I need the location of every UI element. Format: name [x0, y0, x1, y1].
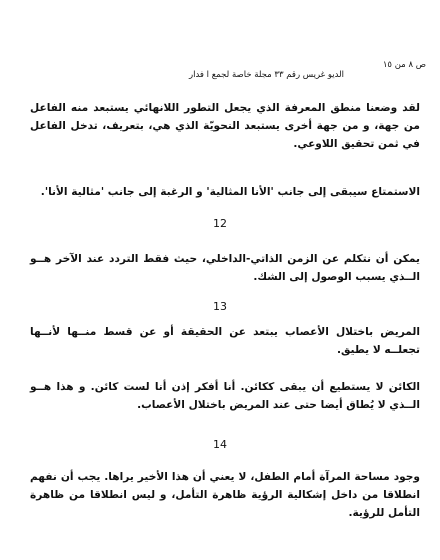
source-header: الديو غريس رقم ٣٣ مجلة خاصة لجمع ا فدار [188, 70, 344, 80]
section-13-being-text: الكائن لا يستطيع أن يبقى ككائن. أنا أفكر إذن أنا لست كائن. و هذا هــو الــذي لا يُطاق أيضا حتى عند المريض باختلال الأعصاب. [30, 381, 420, 411]
section-13-text: المريض باختلال الأعصاب يبتعد عن الحقيقة أو عن قسط منــها لأنــها تجعلــه لا يطيق. [30, 326, 420, 356]
page-number-label: ص ٨ من ١٥ [382, 60, 426, 70]
section-number-14: 14 [213, 438, 227, 451]
section-number-13: 13 [213, 300, 227, 313]
section-14-text: وجود مساحة المرآة أمام الطفل، لا يعني أن هذا الأخير يراها. يجب أن نفهم انطلاقا من داخل إشكالية الرؤية ظاهرة التأمل، و ليس انطلاقا من ظاهرة التأمل للرؤية. [30, 471, 420, 519]
section-12-text: يمكن أن نتكلم عن الزمن الذاتي-الداخلي، حيث فقط التردد عند الآخر هــو الــذي يسبب الوصول إلى الشك. [30, 253, 420, 283]
paragraph-enjoyment: الاستمتاع سيبقى إلى جانب 'الأنا المثالية' و الرغبة إلى جانب 'مثالية الأنا'. [40, 186, 420, 198]
paragraph-intro: لقد وضعنا منطق المعرفة الذي يجعل التطور اللانهائي يستبعد منه الفاعل من جهة، و من جهة أخرى يستبعد النحويّة الذي هي، بتعريف، تدخل الفاعل في ثمن تحقيق اللاوعي. [30, 102, 420, 150]
section-number-12: 12 [213, 217, 227, 230]
